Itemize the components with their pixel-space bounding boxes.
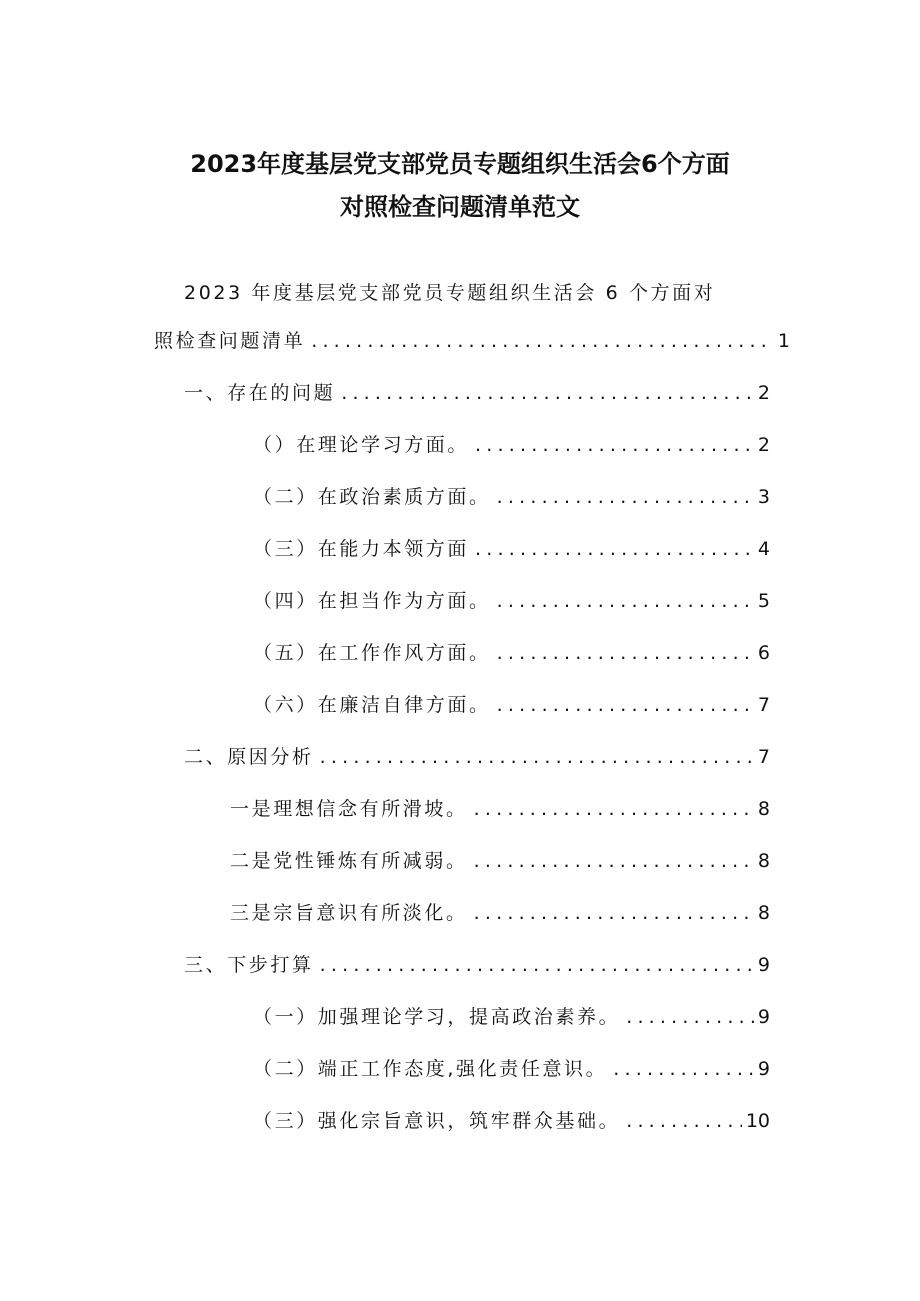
toc-entry-label: （四）在担当作为方面。 (253, 590, 491, 612)
toc-page-number: 8 (757, 798, 770, 820)
toc-page-number: 5 (757, 590, 770, 612)
toc-entry-1-6[interactable] (253, 690, 770, 718)
toc-entry-label: （三）强化宗旨意识，筑牢群众基础。 (253, 1110, 621, 1132)
toc-entry-3-1[interactable] (253, 1002, 770, 1030)
toc-entry-section-3[interactable] (184, 950, 770, 978)
toc-entry-label: （一）加强理论学习，提高政治素养。 (253, 1006, 621, 1028)
toc-entry-label: 二、原因分析 (184, 746, 314, 768)
toc-page-number: 6 (757, 642, 770, 664)
toc-entry-label: （）在理论学习方面。 (253, 434, 470, 456)
toc-dot-leader (468, 798, 754, 820)
toc-dot-leader (305, 330, 774, 352)
toc-page-number: 9 (757, 1006, 770, 1028)
toc-page-number: 9 (757, 954, 770, 976)
toc-page-number: 8 (757, 902, 770, 924)
toc-entry-2-2[interactable] (230, 846, 770, 874)
toc-page-number: 7 (757, 694, 770, 716)
toc-page-number: 7 (757, 746, 770, 768)
toc-dot-leader (469, 538, 754, 560)
toc-page-number: 2 (757, 434, 770, 456)
toc-entry-1-5[interactable] (253, 638, 770, 666)
toc-dot-leader (491, 642, 754, 664)
toc-dot-leader (314, 746, 754, 768)
toc-entry-label: 二是党性锤炼有所减弱。 (230, 850, 468, 872)
toc-entry-2-1[interactable] (230, 794, 770, 822)
toc-entry-label: （三）在能力本领方面 (253, 538, 470, 560)
toc-entry-1-3[interactable] (253, 534, 770, 562)
toc-dot-leader (335, 382, 754, 404)
document-title-line-2: 对照检查问题清单范文 (340, 193, 580, 221)
toc-page-number: 1 (777, 330, 790, 352)
toc-page-number: 4 (757, 538, 770, 560)
toc-entry-label: （六）在廉洁自律方面。 (253, 694, 491, 716)
toc-entry-3-3[interactable] (253, 1106, 770, 1134)
toc-dot-leader (620, 1110, 742, 1132)
toc-entry-label: 一、存在的问题 (184, 382, 336, 404)
toc-dot-leader (620, 1006, 754, 1028)
toc-entry-label: （二）在政治素质方面。 (253, 486, 491, 508)
toc-entry-1-line-1[interactable]: 2023 年度基层党支部党员专题组织生活会 6 个方面对 (184, 282, 716, 304)
toc-entry-1-2[interactable] (253, 482, 770, 510)
toc-entry-1-1[interactable] (253, 430, 770, 458)
toc-entry-section-1[interactable] (184, 378, 770, 406)
toc-entry-2-3[interactable] (230, 898, 770, 926)
toc-entry-label: 照检查问题清单 (154, 330, 306, 352)
toc-entry-1-line-2[interactable] (154, 326, 790, 354)
toc-page-number: 10 (745, 1110, 770, 1132)
document-title-line-1: 2023年度基层党支部党员专题组织生活会6个方面 (190, 150, 730, 178)
toc-entry-3-2[interactable] (253, 1054, 770, 1082)
toc-entry-label: 一是理想信念有所滑坡。 (230, 798, 468, 820)
toc-dot-leader (607, 1058, 754, 1080)
toc-entry-label: 三、下步打算 (184, 954, 314, 976)
toc-dot-leader (468, 902, 754, 924)
toc-page-number: 8 (757, 850, 770, 872)
toc-entry-label: 三是宗旨意识有所淡化。 (230, 902, 468, 924)
toc-page-number: 3 (757, 486, 770, 508)
toc-entry-label: （二）端正工作态度,强化责任意识。 (253, 1058, 608, 1080)
toc-dot-leader (469, 434, 754, 456)
toc-entry-section-2[interactable] (184, 742, 770, 770)
toc-dot-leader (468, 850, 754, 872)
toc-dot-leader (491, 590, 754, 612)
toc-entry-1-4[interactable] (253, 586, 770, 614)
toc-entry-label: （五）在工作作风方面。 (253, 642, 491, 664)
toc-dot-leader (491, 486, 754, 508)
toc-dot-leader (491, 694, 754, 716)
toc-page-number: 2 (757, 382, 770, 404)
toc-dot-leader (314, 954, 754, 976)
toc-page-number: 9 (757, 1058, 770, 1080)
